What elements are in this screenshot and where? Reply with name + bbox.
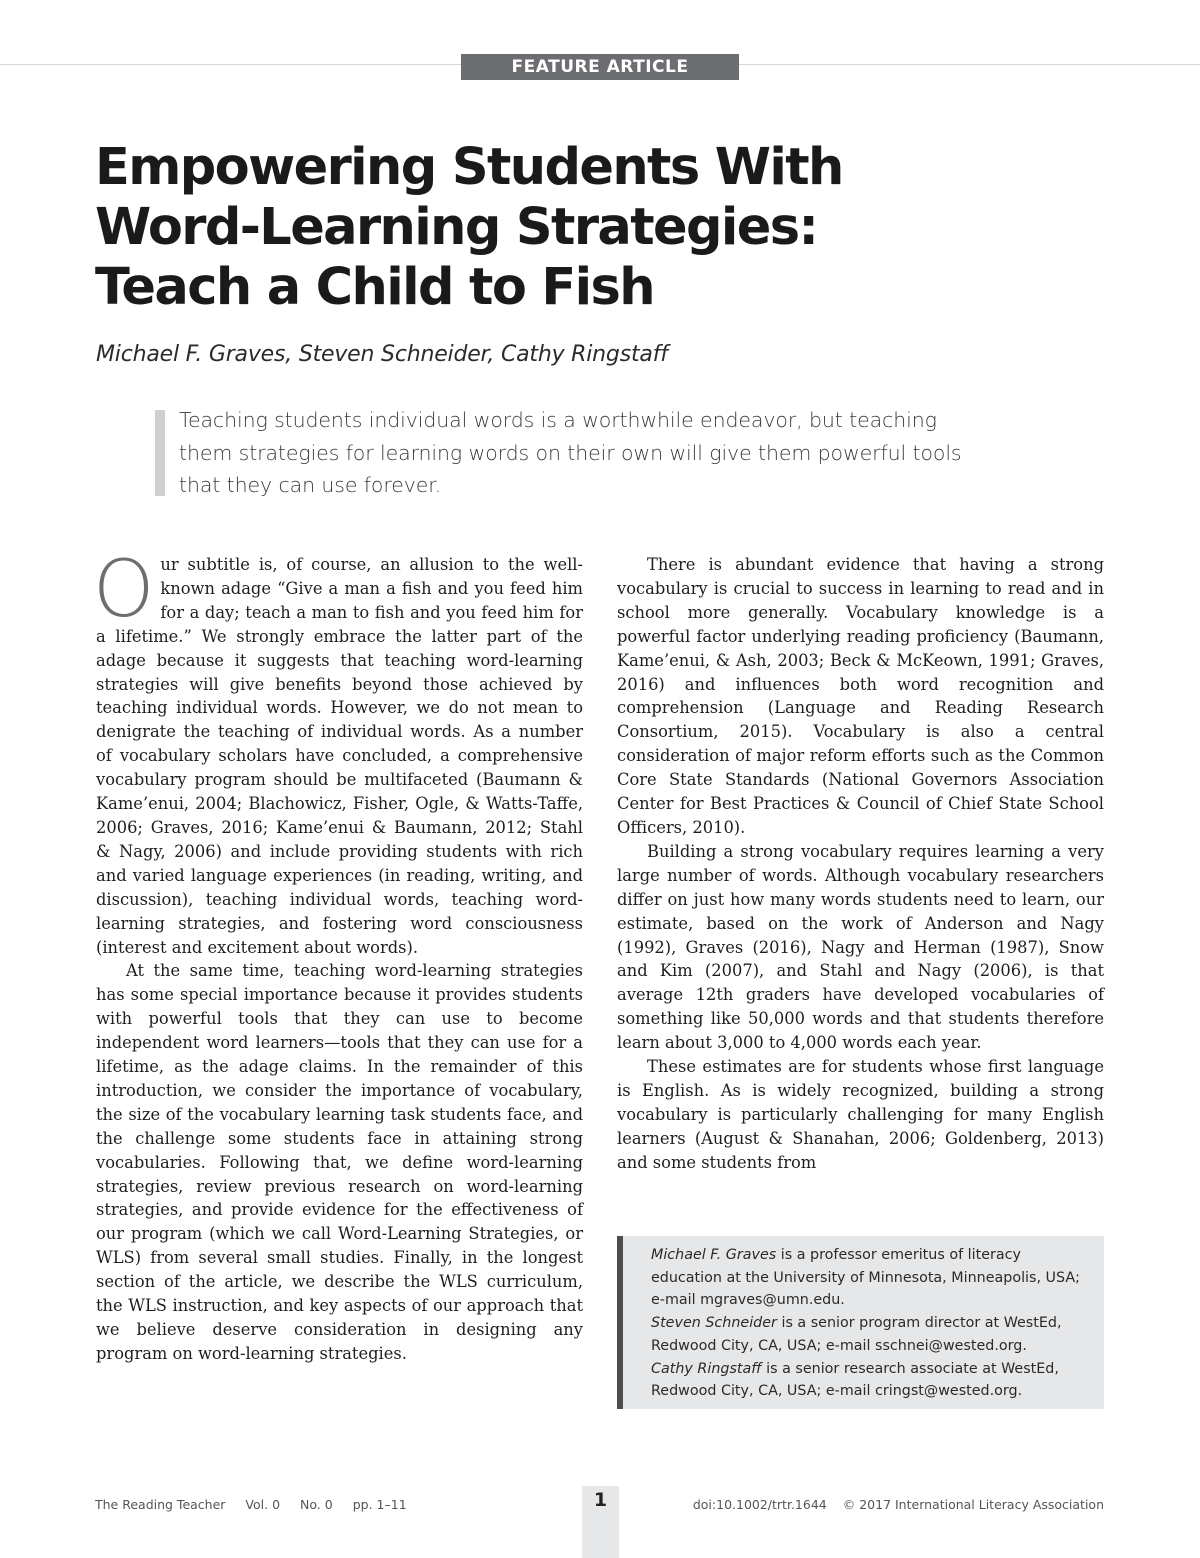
footer-doi-copyright <box>677 1497 1104 1512</box>
footer-copyright: © 2017 International Literacy Association <box>842 1497 1104 1512</box>
footer-doi: doi:10.1002/trtr.1644 <box>692 1497 827 1512</box>
bio-author-name: Michael F. Graves <box>651 1247 777 1263</box>
footer-citation <box>95 1497 427 1512</box>
footer-number: No. 0 <box>300 1497 333 1512</box>
pull-quote-bar <box>155 410 165 496</box>
title-line-2: Word-Learning Strategies: <box>95 198 818 257</box>
author-bio <box>651 1244 1094 1312</box>
pull-quote-line-3: that they can use forever. <box>179 473 442 497</box>
bio-accent-bar <box>617 1236 623 1409</box>
bio-author-name: Cathy Ringstaff <box>651 1360 762 1377</box>
footer-pages: pp. 1–11 <box>352 1497 407 1512</box>
bio-text: is a senior program director at WestEd, Redwood City, CA, USA; e-mail sschnei@wested.org. <box>651 1315 1062 1354</box>
body-paragraph: These estimates are for students whose first language is English. As is widely recognized, building a strong vocabulary is particularly challenging for many English learners (August & Shanahan, 2006; Goldenberg, 2013) and some students from <box>617 1057 1104 1172</box>
title-line-3: Teach a Child to Fish <box>95 258 655 317</box>
drop-cap: O <box>93 545 155 635</box>
article-title <box>95 138 995 318</box>
body-column-right <box>617 553 1104 1175</box>
footer-volume: Vol. 0 <box>245 1497 281 1512</box>
bio-text: is a professor emeritus of literacy education at the University of Minnesota, Minneapolis, USA; e-mail mgraves@umn.edu. <box>651 1247 1080 1309</box>
body-paragraph <box>93 545 583 959</box>
body-column-left <box>93 545 583 1366</box>
pull-quote <box>179 404 1039 502</box>
author-bio-box <box>617 1236 1104 1409</box>
section-tag: FEATURE ARTICLE <box>461 54 739 80</box>
pull-quote-line-1: Teaching students individual words is a worthwhile endeavor, but teaching <box>179 408 937 432</box>
pull-quote-line-2: them strategies for learning words on their own will give them powerful tools <box>179 440 962 465</box>
bio-author-name: Steven Schneider <box>651 1315 777 1332</box>
body-paragraph: At the same time, teaching word-learning strategies has some special importance because it provides students with powerful tools that they can use to become independent word learners—tools that they can use for a lifetime, as the adage claims. In the remainder of this introduction, we consider the importance of vocabulary, the size of the vocabulary learning task students face, and the challenge some students face in attaining strong vocabularies. Following that, we define word-learning strategies, review previous research on word-learning strategies, and provide evidence for the effectiveness of our program (which we call Word-Learning Strategies, or WLS) from several small studies. Finally, in the longest section of the article, we describe the WLS curriculum, the WLS instruction, and key aspects of our approach that we believe deserve consideration in designing any program on word-learning strategies. <box>96 961 583 1363</box>
article-authors: Michael F. Graves, Steven Schneider, Cathy Ringstaff <box>96 342 668 367</box>
bio-text: is a senior research associate at WestEd, Redwood City, CA, USA; e-mail cringst@wested.org. <box>651 1360 1059 1400</box>
page-number: 1 <box>593 1489 608 1511</box>
body-paragraph: Building a strong vocabulary requires learning a very large number of words. Although vocabulary researchers differ on just how many words students need to learn, our estimate, based on the work of Anderson and Nagy (1992), Graves (2016), Nagy and Herman (1987), Snow and Kim (2007), and Stahl and Nagy (2006), is that average 12th graders have developed vocabularies of something like 50,000 words and that students therefore learn about 3,000 to 4,000 words each year. <box>617 841 1104 1053</box>
author-bio <box>651 1312 1094 1357</box>
paragraph-text: ur subtitle is, of course, an allusion to the well-known adage “Give a man a fish and you feed him for a day; teach a man to fish and you feed him for a lifetime.” We strongly embrace the latter part of the adage because it suggests that teaching word-learning strategies will give benefits beyond those achieved by teaching individual words. However, we do not mean to denigrate the teaching of individual words. As a number of vocabulary scholars have concluded, a comprehensive vocabulary program should be multifaceted (Baumann & Kame’enui, 2004; Blachowicz, Fisher, Ogle, & Watts-Taffe, 2006; Graves, 2016; Kame’enui & Baumann, 2012; Stahl & Nagy, 2006) and include providing students with rich and varied language experiences (in reading, writing, and discussion), teaching individual words, teaching word-learning strategies, and fostering word consciousness (interest and excitement about words). <box>96 555 583 957</box>
title-line-1: Empowering Students With <box>95 138 843 197</box>
body-paragraph: There is abundant evidence that having a strong vocabulary is crucial to success in learning to read and in school more generally. Vocabulary knowledge is a powerful factor underlying reading proficiency (Baumann, Kame’enui, & Ash, 2003; Beck & McKeown, 1991; Graves, 2016) and influences both word recognition and comprehension (Language and Reading Research Consortium, 2015). Vocabulary is also a central consideration of major reform efforts such as the Common Core State Standards (National Governors Association Center for Best Practices & Council of Chief State School Officers, 2010). <box>617 555 1104 837</box>
author-bio <box>651 1358 1094 1403</box>
footer-journal: The Reading Teacher <box>95 1497 226 1512</box>
